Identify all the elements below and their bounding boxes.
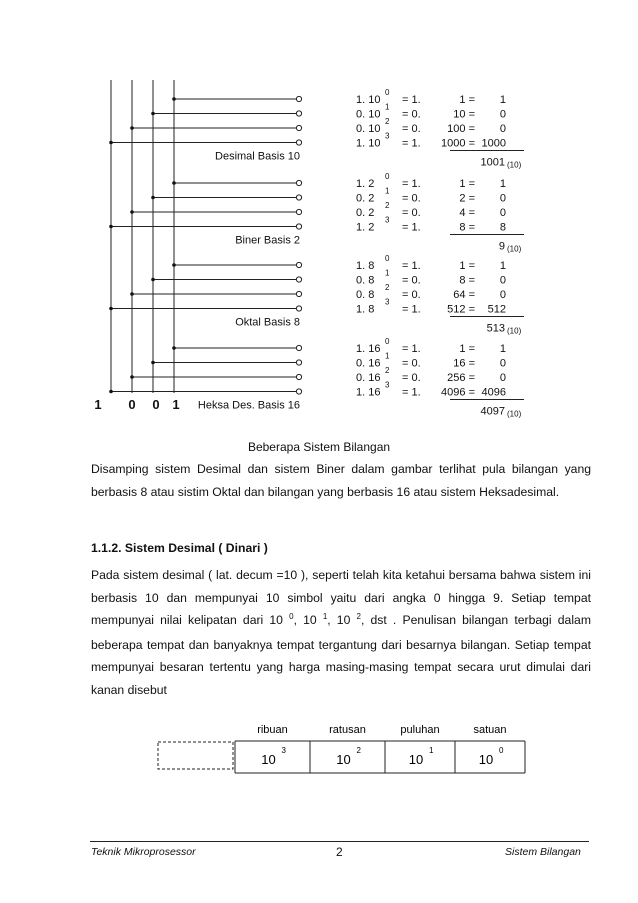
junction-dot: [130, 375, 134, 379]
place-value: 1000 =: [441, 137, 475, 150]
exponent: 2: [385, 117, 390, 126]
superscript: 2: [356, 612, 361, 621]
exponent: 3: [385, 297, 390, 307]
exponent: 0: [385, 88, 390, 97]
term-result: 0: [499, 357, 506, 370]
term-result: 0: [499, 108, 506, 121]
digit-label: 0: [128, 397, 136, 412]
junction-dot: [172, 346, 176, 350]
base-label: Oktal Basis 8: [235, 316, 300, 329]
base-label: Desimal Basis 10: [215, 150, 300, 163]
place-value: 4096 =: [441, 386, 475, 399]
power-term: 1. 8: [356, 260, 375, 272]
digit-label: 0: [152, 397, 160, 412]
empty-place-box: [158, 742, 233, 769]
place-value: 1 =: [459, 260, 475, 272]
power-term: 0. 10: [356, 108, 381, 121]
place-value: 10 =: [453, 108, 475, 121]
exponent: 2: [385, 283, 390, 292]
exponent: 3: [385, 131, 390, 141]
digit-label: 1: [94, 397, 102, 412]
total-base: (10): [507, 326, 522, 336]
exponent: 1: [385, 186, 390, 196]
figure-caption: Beberapa Sistem Bilangan: [247, 440, 391, 454]
terminal: [296, 209, 301, 214]
exponent: 1: [385, 268, 390, 278]
power-term: 0. 10: [356, 123, 381, 135]
digit-product: = 1.: [402, 260, 421, 272]
digit-product: = 0.: [402, 357, 421, 370]
power-term: 0. 16: [356, 357, 381, 370]
terminal: [296, 96, 301, 101]
exponent: 0: [385, 172, 390, 181]
term-result: 8: [499, 221, 506, 234]
digit-product: = 1.: [402, 94, 421, 106]
place-value: 64 =: [453, 289, 475, 301]
junction-dot: [172, 181, 176, 185]
terminal: [296, 306, 301, 311]
footer-rule: [90, 841, 589, 842]
power-term: 1. 16: [356, 343, 381, 355]
number-systems-diagram: [0, 0, 638, 430]
paragraph-intro: Disamping sistem Desimal dan sistem Biner dalam gambar terlihat pula bilangan yang berbasis 8 atau sistim Oktal dan bilangan yang berbasis 16 atau sistem Heksadesimal.: [91, 462, 591, 499]
power-term: 1. 16: [356, 386, 381, 399]
power-term: 1. 10: [356, 137, 381, 150]
term-result: 1: [499, 94, 506, 106]
power-exponent: 2: [356, 746, 361, 755]
total-base: (10): [507, 160, 522, 170]
paragraph-text: , 10: [327, 613, 351, 627]
power-term: 0. 16: [356, 372, 381, 384]
power-term: 0. 8: [356, 289, 375, 301]
terminal: [296, 345, 301, 350]
junction-dot: [172, 97, 176, 101]
total-value: 1001: [480, 156, 505, 169]
power-term: 1. 10: [356, 94, 381, 106]
junction-dot: [151, 361, 155, 365]
junction-dot: [151, 196, 155, 200]
place-value: 8 =: [459, 221, 475, 234]
junction-dot: [130, 210, 134, 214]
terminal: [296, 360, 301, 365]
term-result: 1000: [481, 137, 506, 150]
exponent: 0: [385, 337, 390, 346]
term-result: 0: [499, 207, 506, 219]
terminal: [296, 140, 301, 145]
power-exponent: 0: [499, 746, 504, 755]
terminal: [296, 224, 301, 229]
power-exponent: 1: [429, 746, 434, 755]
digit-product: = 0.: [402, 372, 421, 384]
term-result: 0: [499, 192, 506, 205]
terminal: [296, 277, 301, 282]
place-value: 1 =: [459, 343, 475, 355]
terminal: [296, 125, 301, 130]
power-term: 0. 2: [356, 207, 375, 219]
digit-product: = 1.: [402, 343, 421, 355]
digit-product: = 0.: [402, 108, 421, 121]
place-header: ribuan: [257, 724, 288, 736]
digit-product: = 0.: [402, 192, 421, 205]
term-result: 1: [499, 260, 506, 272]
power-term: 0. 2: [356, 192, 375, 205]
power-exponent: 3: [281, 746, 286, 755]
exponent: 2: [385, 366, 390, 375]
junction-dot: [151, 278, 155, 282]
exponent: 0: [385, 254, 390, 263]
exponent: 3: [385, 215, 390, 225]
place-value: 1 =: [459, 94, 475, 106]
junction-dot: [130, 126, 134, 130]
power-term: 0. 8: [356, 274, 375, 287]
superscript: 1: [322, 612, 328, 621]
term-result: 1: [499, 343, 506, 355]
junction-dot: [130, 292, 134, 296]
place-value: 2 =: [459, 192, 475, 205]
paragraph-text: , 10: [293, 613, 317, 627]
digit-product: = 0.: [402, 207, 421, 219]
total-base: (10): [507, 244, 522, 254]
page-number: 2: [336, 845, 343, 859]
terminal: [296, 195, 301, 200]
term-result: 0: [499, 274, 506, 287]
junction-dot: [109, 225, 113, 229]
digit-product: = 1.: [402, 303, 421, 316]
total-value: 9: [498, 240, 505, 253]
term-result: 0: [499, 123, 506, 135]
term-result: 0: [499, 372, 506, 384]
power-base: 10: [336, 752, 351, 767]
digit-label: 1: [172, 397, 180, 412]
place-header: ratusan: [329, 724, 366, 736]
total-value: 513: [486, 322, 505, 335]
digit-product: = 1.: [402, 221, 421, 234]
base-label: Biner Basis 2: [235, 234, 300, 247]
power-base: 10: [408, 752, 424, 767]
superscript: 0: [289, 612, 294, 621]
section-heading: 1.1.2. Sistem Desimal ( Dinari ): [91, 541, 268, 555]
exponent: 2: [385, 201, 390, 210]
terminal: [296, 389, 301, 394]
junction-dot: [151, 112, 155, 116]
power-base: 10: [261, 752, 276, 767]
paragraph-desimal: [91, 564, 591, 701]
power-base: 10: [478, 752, 494, 767]
term-result: 4096: [481, 386, 506, 399]
total-value: 4097: [480, 405, 505, 418]
place-value: 4 =: [459, 207, 475, 219]
junction-dot: [109, 390, 113, 394]
place-value: 512 =: [447, 303, 475, 316]
place-value: 256 =: [447, 372, 475, 384]
base-label: Heksa Des. Basis 16: [197, 399, 300, 412]
power-term: 1. 2: [356, 221, 375, 234]
exponent: 1: [385, 102, 390, 112]
digit-product: = 0.: [402, 289, 421, 301]
term-result: 512: [487, 303, 506, 316]
digit-product: = 1.: [402, 386, 421, 399]
digit-product: = 0.: [402, 123, 421, 135]
terminal: [296, 111, 301, 116]
digit-product: = 1.: [402, 178, 421, 190]
total-base: (10): [507, 409, 522, 419]
place-value: 16 =: [453, 357, 475, 370]
place-value: 100 =: [447, 123, 475, 135]
power-term: 1. 2: [356, 178, 375, 190]
power-term: 1. 8: [356, 303, 375, 316]
place-header: satuan: [473, 724, 507, 736]
digit-product: = 0.: [402, 274, 421, 287]
place-value: 1 =: [459, 178, 475, 190]
terminal: [296, 262, 301, 267]
exponent: 3: [385, 380, 390, 390]
terminal: [296, 180, 301, 185]
exponent: 1: [385, 351, 390, 361]
paragraph-text: Pada sistem desimal ( lat. decum =10 ), seperti telah kita ketahui bersama bahwa sistem ini berbasis 10 dan mempunyai 10 simbol yaitu dari angka 0 hingga 9. Setiap tempat mempunyai nilai kelipatan dari 10: [91, 568, 591, 627]
term-result: 1: [499, 178, 506, 190]
junction-dot: [109, 307, 113, 311]
paragraph-text: , dst . Penulisan bilangan terbagi dalam beberapa tempat dan banyaknya tempat tergantung dari besarnya bilangan. Setiap tempat mempunyai besaran tertentu yang harga masing-masing tempat secara urut dimulai dari kanan disebut: [91, 613, 591, 697]
footer-chapter: Sistem Bilangan: [505, 846, 581, 858]
place-value: 8 =: [459, 274, 475, 287]
digit-product: = 1.: [402, 137, 421, 150]
terminal: [296, 291, 301, 296]
junction-dot: [172, 263, 176, 267]
junction-dot: [109, 141, 113, 145]
term-result: 0: [499, 289, 506, 301]
place-header: puluhan: [400, 724, 440, 736]
place-value-table: [0, 715, 638, 785]
footer-course: Teknik Mikroprosessor: [91, 846, 196, 858]
terminal: [296, 374, 301, 379]
